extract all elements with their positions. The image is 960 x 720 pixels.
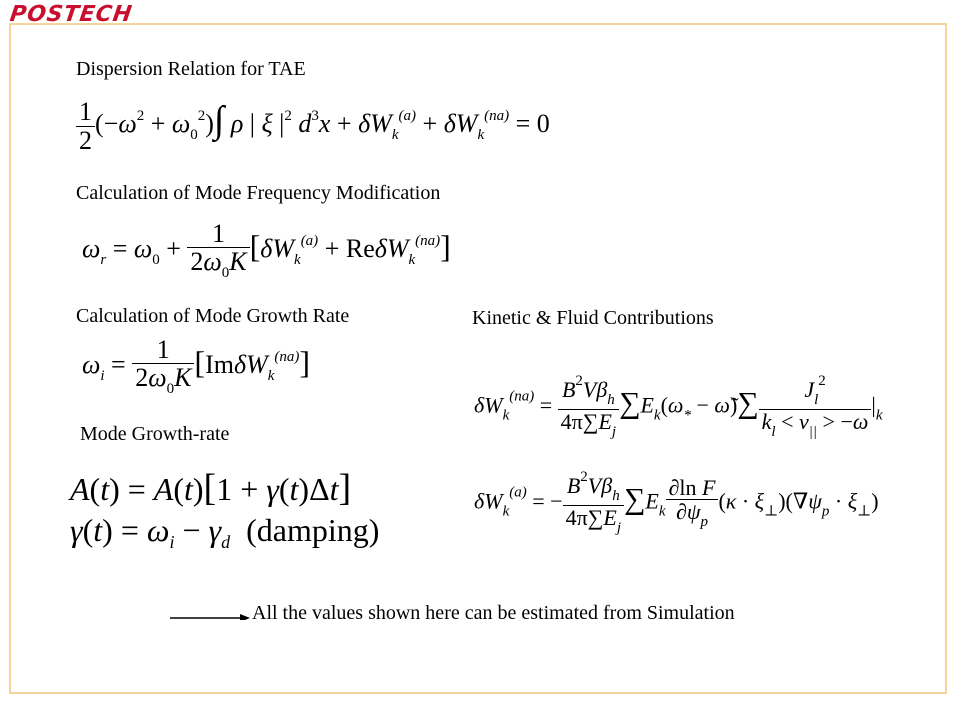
dispersion-title: Dispersion Relation for TAE (76, 58, 306, 80)
kinetic-a-equation: $\delta W_k^{(a)}$ = − $\frac{B^2V\beta_h}{4\pi\sum E_j}$ $\sum E_k$ $\frac{\text{∂ln F}}{\partial\psi_p}$ $(\kappa \cdot \xi_\perp)(\nabla\psi_p \cdot \xi_\perp)$ (474, 469, 879, 536)
growth-title: Calculation of Mode Growth Rate (76, 305, 350, 327)
dispersion-equation: $\frac{1}{2}$ $(-\omega^2 + \omega_0^2)\int$ ρ | ξ $|^2$ $d^3x + \delta W_k^{(a)} + \delta W_k^{(na)} = 0$ (76, 98, 550, 154)
growth-rate-title: Mode Growth-rate (80, 423, 230, 445)
kinetic-na-equation: $\delta W_k^{(na)}$ = $\frac{B^2V\beta_h}{4\pi\sum E_j}$ $\sum E_k(\omega_*$ − ω̃)∑ $\frac{J_l^2}{k_l < v_{||} > -\omega}$ $|_k$ (474, 373, 883, 440)
arrow-icon (170, 604, 250, 620)
gamma-equation: $\gamma(t) = \omega_i - \gamma_d$ (damping) (70, 512, 380, 552)
frequency-title: Calculation of Mode Frequency Modification (76, 182, 441, 204)
logo-text: POSTECH (8, 2, 135, 27)
growth-equation: $\omega_i$ = $\frac{1}{2\omega_0K}$ [ImδW$_k^{(na)}$] (82, 335, 311, 398)
frequency-equation: $\omega_r = \omega_0$ + $\frac{1}{2\omega_0K}$ $[\delta W_k^{(a)} + Re\delta W_k^{(na)}]$ (82, 219, 451, 282)
footer-note: All the values shown here can be estimated from Simulation (252, 602, 735, 624)
amplitude-equation: A(t) = A(t)[1 + γ(t)Δt] (70, 467, 352, 509)
kinetic-title: Kinetic & Fluid Contributions (472, 307, 714, 329)
